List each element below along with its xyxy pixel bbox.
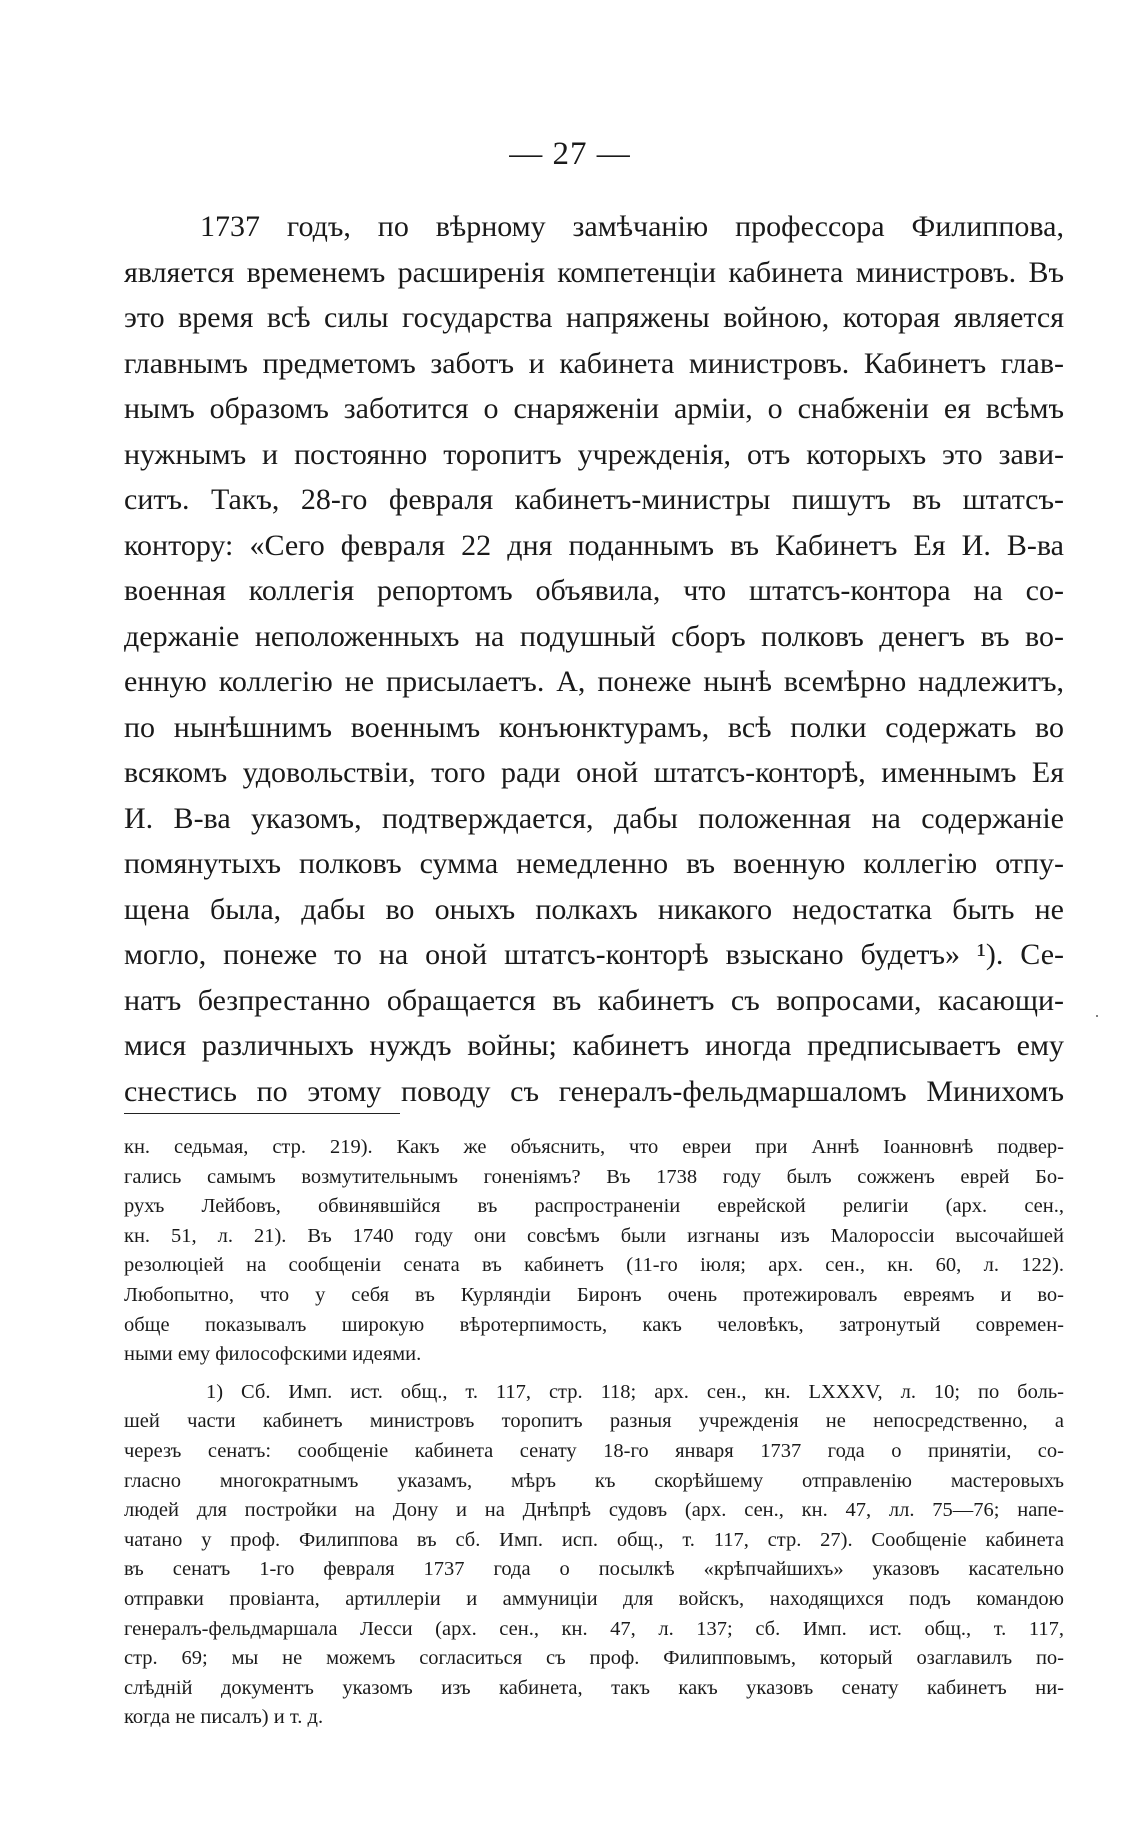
text-line: натъ безпрестанно обращается въ кабинетъ съ вопросами, касающи-: [124, 983, 1064, 1017]
footnote-line: обще показывалъ широкую вѣротерпимость, какъ человѣкъ, затронутый современ-: [124, 1313, 1064, 1336]
footnote-1-line: гласно многократнымъ указамъ, мѣръ къ скорѣйшему отправленію мастеровыхъ: [124, 1469, 1064, 1492]
text-line: 1737 годъ, по вѣрному замѣчанію профессора Филиппова,: [200, 210, 1064, 243]
text-line: это время всѣ силы государства напряжены войною, которая является: [124, 301, 1064, 334]
text-line: по нынѣшнимъ военнымъ конъюнктурамъ, всѣ полки содержать во: [124, 710, 1064, 744]
footnote-line: ными ему философскими идеями.: [124, 1343, 422, 1366]
footnote-1-line: шей части кабинетъ министровъ торопитъ разныя учрежденія не непосредственно, а: [124, 1410, 1064, 1433]
main-text: [124, 204, 1064, 1114]
print-speck: [1096, 1015, 1098, 1017]
text-line: ситъ. Такъ, 28-го февраля кабинетъ-министры пишутъ въ штатсъ-: [124, 483, 1064, 516]
footnotes: [124, 1133, 1064, 1733]
footnote-1-line: черезъ сенатъ: сообщеніе кабинета сенату 18-го января 1737 года о принятіи, со-: [124, 1439, 1064, 1462]
footnote-1-line: въ сенатъ 1-го февраля 1737 года о посылкѣ «крѣпчайшихъ» указовъ касательно: [124, 1558, 1064, 1581]
footnote-1-line: когда не писалъ) и т. д.: [124, 1706, 324, 1729]
footnote-line: гались самымъ возмутительнымъ гоненіямъ? Въ 1738 году былъ сожженъ еврей Бо-: [124, 1165, 1064, 1188]
text-line: держаніе неположенныхъ на подушный сборъ полковъ денегъ въ во-: [124, 619, 1064, 653]
footnote-1-line: чатано у проф. Филиппова въ сб. Имп. исп. общ., т. 117, стр. 27). Сообщеніе кабинета: [124, 1528, 1064, 1551]
footnote-separator: [124, 1113, 400, 1114]
text-line: нужнымъ и постоянно торопитъ учрежденія, отъ которыхъ это зави-: [124, 437, 1064, 471]
text-line: могло, понеже то на оной штатсъ-конторѣ взыскано будетъ» ¹). Се-: [124, 938, 1064, 971]
footnote-line: резолюціей на сообщеніи сената въ кабинетъ (11-го іюля; арх. сен., кн. 60, л. 122).: [124, 1254, 1064, 1277]
text-line: контору: «Сего февраля 22 дня поданнымъ въ Кабинетъ Ея И. В-ва: [124, 528, 1064, 562]
page-number: — 27 —: [509, 136, 631, 172]
text-line: мися различныхъ нуждъ войны; кабинетъ иногда предписываетъ ему: [124, 1029, 1064, 1062]
footnote-1-line: 1) Сб. Имп. ист. общ., т. 117, стр. 118; арх. сен., кн. LXXXV, л. 10; по боль-: [206, 1380, 1064, 1403]
text-line: помянутыхъ полковъ сумма немедленно въ военную коллегію отпу-: [124, 847, 1064, 880]
footnote-line: Любопытно, что у себя въ Курляндіи Биронъ очень протежировалъ евреямъ и во-: [124, 1283, 1064, 1306]
text-line: всякомъ удовольствіи, того ради оной штатсъ-конторѣ, именнымъ Ея: [124, 756, 1064, 789]
footnote-line: кн. 51, л. 21). Въ 1740 году они совсѣмъ были изгнаны изъ Малороссіи высочайшей: [124, 1224, 1064, 1247]
text-line: нымъ образомъ заботится о снаряженіи арміи, о снабженіи ея всѣмъ: [124, 392, 1064, 425]
footnote-line: рухъ Лейбовъ, обвинявшійся въ распространеніи еврейской религіи (арх. сен.,: [124, 1195, 1064, 1218]
text-line: является временемъ расширенія компетенціи кабинета министровъ. Въ: [124, 255, 1064, 289]
footnote-1-line: людей для постройки на Дону и на Днѣпрѣ судовъ (арх. сен., кн. 47, лл. 75—76; напе-: [124, 1499, 1064, 1522]
footnote-1-line: отправки провіанта, артиллеріи и аммуниціи для войскъ, находящихся подъ командою: [124, 1587, 1064, 1610]
text-line: И. В-ва указомъ, подтверждается, дабы положенная на содержаніе: [124, 801, 1064, 835]
text-line: енную коллегію не присылаетъ. А, понеже нынѣ всемѣрно надлежитъ,: [124, 665, 1064, 698]
footnote-line: кн. седьмая, стр. 219). Какъ же объяснить, что евреи при Аннѣ Іоанновнѣ подвер-: [124, 1136, 1064, 1158]
text-line: щена была, дабы во оныхъ полкахъ никакого недостатка быть не: [124, 892, 1064, 926]
text-line: главнымъ предметомъ заботъ и кабинета министровъ. Кабинетъ глав-: [124, 346, 1064, 380]
footnote-1-line: слѣдній документъ указомъ изъ кабинета, такъ какъ указовъ сенату кабинетъ ни-: [124, 1676, 1064, 1699]
text-line: снестись по этому поводу съ генералъ-фельдмаршаломъ Минихомъ: [124, 1074, 1064, 1108]
footnote-1-line: стр. 69; мы не можемъ согласиться съ проф. Филипповымъ, который озаглавилъ по-: [124, 1647, 1064, 1670]
text-line: военная коллегія репортомъ объявила, что штатсъ-контора на со-: [124, 574, 1064, 607]
footnote-1-line: генералъ-фельдмаршала Лесси (арх. сен., кн. 47, л. 137; сб. Имп. ист. общ., т. 117,: [124, 1617, 1064, 1640]
